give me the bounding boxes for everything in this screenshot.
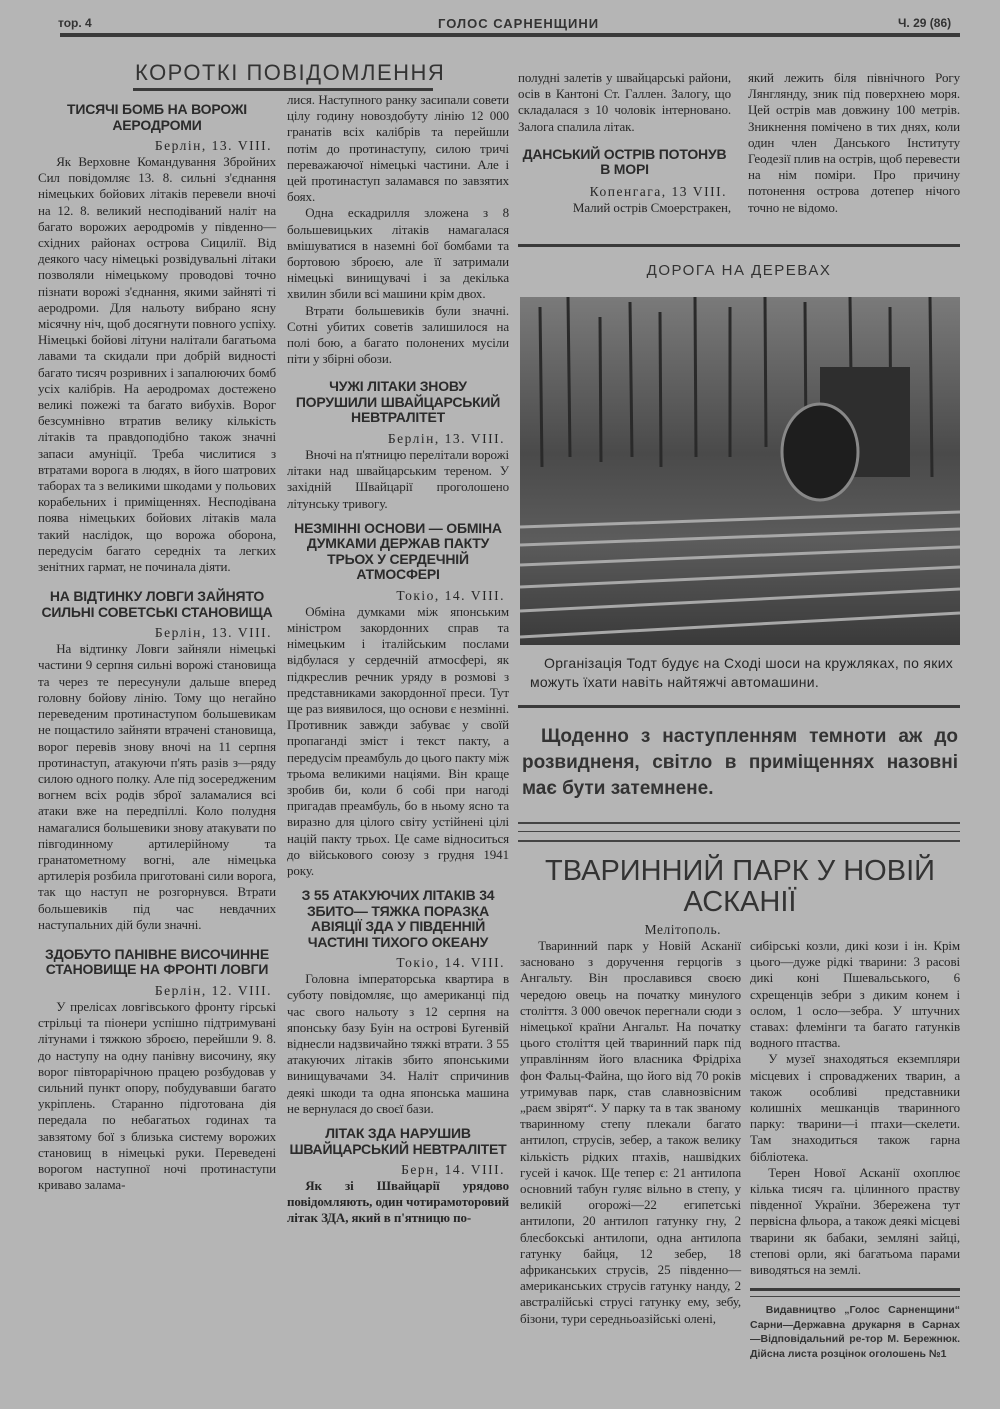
divider: [750, 1296, 960, 1297]
paragraph: Як Верховне Командування Збройних Сил повідомляє 13. 8. сильні з'єднання німецьких бойових літаків перевели вночі на 12. 8. великий несподіваний наліт на багато ворожих аеродромів у південно—східних районах острова Сицилії. Від деякого часу німецькі розвідувальні літаки позволяли німецькому проводові точно пізнати ворожі з'єднання, якими зайняті ті аеродроми. Для нальоту вибрано ясну місячну ніч, щоб досягнути повного успіху. Німецькі бойові літуни налітали багатьома лавами та скидали при добрій видності багато тисяч розривних і запалюючих бомб усіх калібрів. На аеродромах достежено великі пожежі та багато вибухів. Ворог безсумнівно втратив велику кількість літаків та правдоподібно також значні запаси амуніції. Треба числитися з втратами ворога в людях, в його шатрових таборах та з великими шкодами у польових корабельних і приміщеннях. Несподівана поява німецьких бойових літаків мала такий наслідок, що ворожа оборона, передусім багато середніх та легких зенітних гармат, не починала діяти.: [38, 154, 276, 575]
paragraph: Малий острів Смоерстракен,: [572, 199, 731, 215]
article-swiss1: [287, 379, 509, 511]
column-1: [38, 96, 276, 1193]
photo-caption: Організація Тодт будує на Сході шоси на кружляках, по яких можуть їхати навіть найтяжчі автомашини.: [530, 655, 954, 690]
paragraph: Тваринний парк у Новій Асканії засновано з доручення герцогів з Ангальту. Він прославився своєю чередою овець на початку минулого століття. 3 000 овечок перегнали сюди з німецької країни Ангальт. На початку цього століття цей тваринний парк під управлінням його власника Фрідріха фон Фальц-Файна, що його від 70 років утримував парк, став славнозвісним „раєм звірят“. У парку та в так званому тваринному степу плекали багато антилоп, струсів, зебер, а також велику кількість рідких птахів, нашвідких гусей і качок. Ще тепер є: 21 антилопа основний табун гуляє вільно в степу, у великій огорожі—22 египетські антилопи, 20 антилоп гатунку гну, 2 блесбокські антилопи, одна антилопа гатунку байця, 12 зебер, 18 африканських струсів, 25 південно—американських струсів гатунку нанду, 2 австралійські струсі гатунку ему, зебу, бізони, тури середньоазійські олені,: [520, 938, 741, 1326]
dateline: Мелітополь.: [644, 922, 721, 937]
dateline: Берлін, 13. VIII.: [154, 138, 272, 153]
divider: [518, 822, 960, 824]
divider: [518, 840, 960, 842]
photo-road-on-logs: [520, 297, 960, 645]
dateline: Берлін, 13. VIII.: [387, 430, 505, 446]
article-pact: [287, 521, 509, 879]
divider: [518, 831, 960, 832]
header-rule: [60, 33, 960, 37]
article-height: [38, 947, 276, 1193]
column-4-top: [748, 70, 960, 216]
paragraph: лися. Наступного ранку засипали совети цілу годину новоздобуту лінію 12 000 гранатів всіх калібрів та перейшли потім до протинаступу, силою тричі переважаючої німецькі частини. Але і цей протинаступ заламався по завзятих боях.: [287, 92, 509, 205]
article-swiss2: [287, 1126, 509, 1227]
paragraph: Терен Нової Асканії охоплює кілька тисяч га. цілинного праству південної України. Збережена тут первісна фльора, а також деякі місцеві тварини як бабаки, земляні зайці, степові орли, які багатьома парами виводяться на землі.: [750, 1164, 960, 1278]
newspaper-title: ГОЛОС САРНЕНЩИНИ: [438, 16, 600, 31]
column-3-top: [518, 70, 731, 216]
dateline: Токіо, 14. VIII.: [396, 955, 505, 971]
headline: НА ВІДТИНКУ ЛОВГИ ЗАЙНЯТО СИЛЬНІ СОВЕТСЬКІ СТАНОВИЩА: [41, 588, 273, 620]
paragraph: який лежить біля північного Рогу Лянглянду, зник під поверхнею моря. Цей острів мав довжину 100 метрів. Зникнення помічено в тих днях, коли один член Данського Інституту Геодезії плив на острів, щоб перевести на нім поміри. Про причину потонення острова дотепер нічого точно не відомо.: [748, 70, 960, 215]
divider: [750, 1288, 960, 1291]
page-number: тор. 4: [58, 16, 92, 30]
section-title-underline: [133, 88, 433, 91]
issue-number: Ч. 29 (86): [898, 16, 952, 30]
paragraph: Як зі Швайцарії урядово повідомляють, один чотирамоторовий літак ЗДА, який в п'ятницю по-: [287, 1178, 509, 1226]
blackout-notice: Щоденно з наступленням темноти аж до розвидненя, світло в приміщеннях назовні має бути затемнене.: [522, 726, 958, 799]
dateline: Токіо, 14. VIII.: [396, 587, 505, 603]
paragraph: полудні залетів у швайцарські райони, осів в Кантоні Ст. Галлен. Залогу, що складалася з 10 чоловік інтерновано. Залога спалила літак.: [518, 70, 731, 134]
paragraph: Головна імператорська квартира в суботу повідомляє, що американці під час свого нальоту з 12 серпня на японську базу Буін на острові Бугенвій віднесли надзвичайно тяжкі втрати. З 55 атакуючих літаків збито японськими винищувачами 34. Наліт спричинив деякі шкоди та одна японська машина не вернулася до своєї бази.: [287, 971, 509, 1116]
paragraph: Втрати большевиків були значні. Сотні убитих советів залишилося на полі бою, а багато полонених мусіли піти у збірні обози.: [287, 302, 509, 367]
headline: ДАНСЬКИЙ ОСТРІВ ПОТОНУВ В МОРІ: [522, 145, 727, 178]
paragraph: сибірські козли, дикі кози і ін. Крім цього—дуже рідкі тварини: 3 расові дикі коні Пшевальського, 6 схрещенців зебри з диким конем і ослом, 1 осло—зебра. У штучних ставах: флемінги та багато гатунків водного птаства.: [750, 938, 960, 1051]
headline: ЧУЖІ ЛІТАКИ ЗНОВУ ПОРУШИЛИ ШВАЙЦАРСЬКИЙ НЕВТРАЛІТЕТ: [295, 378, 501, 426]
paragraph: Одна ескадрилля зложена з 8 большевицьких літаків намагалася вмішуватися в наземні бої бомбами та бортовою зброєю, але її затримали німецькі винищувачі і за декілька хвилин збили всі машини крім двох.: [287, 205, 509, 302]
article-park-headline: ТВАРИННИЙ ПАРК У НОВІЙ АСКАНІЇ: [545, 855, 935, 918]
dateline: Берлін, 13. VIII.: [154, 625, 272, 641]
dateline: Берлін, 12. VIII.: [154, 982, 272, 998]
column-3-bottom: [520, 922, 741, 1327]
paragraph: У прелісах ловгівського фронту гірські стрільці та піонери успішно підтримувані літунами і тяжкою зброєю, перейшли 9. 8. до наступу на одну панівну височину, яку ворог півторарічною працею розбудовав у сильний пункт опору, побудувавши багато укріплень. Старанно підготована дія передала по небагатьох годинах та завзятому бої з близька систему ворожих становищ в німецькі руки. Переведені ворогом наступної ночі протинаступи криваво залама-: [38, 998, 276, 1193]
divider: [518, 244, 960, 247]
headline: ТИСЯЧІ БОМБ НА ВОРОЖІ АЕРОДРОМИ: [67, 101, 247, 133]
headline: З 55 АТАКУЮЧИХ ЛІТАКІВ 34 ЗБИТО— ТЯЖКА ПОРАЗКА АВІЯЦІЇ ЗДА У ПІВДЕННІЙ ЧАСТИНІ ТИХОГО ОКЕАНУ: [301, 887, 495, 950]
imprint: Видавництво „Голос Сарненщини“ Сарни—Державна друкарня в Сарнах —Відповідальний ре-тор М. Бережнюк. Дійсна листа розцінок оголошень №1: [750, 1304, 960, 1360]
paragraph: Обміна думками між японським міністром закордонних справ та німецьким і італійським послами відбулася у сердечній атмосфері, як підкреслив речник уряду в розмові з представниками закордонної преси. Тут ще раз виявилося, що основи є незмінні. Противник завжди забуває у своїй пропаганді зміст і текст пакту, а передусім преамбуль до цього пакту між трьома великими націями. Він краще зробив би, коли б собі при нагоді пригадав преамбуль, бо в ньому ясно та виразно для цілого світу устійнені цілі націй пакту трьох. Це саме відноситься до військового союзу з грудня 1941 року.: [287, 603, 509, 879]
headline: ЛІТАК ЗДА НАРУШИВ ШВАЙЦАРСЬКИЙ НЕВТРАЛІТЕТ: [289, 1125, 507, 1157]
dateline: Копенгага, 13 VIII.: [589, 183, 727, 199]
dateline: Берн, 14. VIII.: [401, 1162, 505, 1178]
article-lovha: [38, 589, 276, 933]
article-bombs: [38, 102, 276, 575]
headline: ЗДОБУТО ПАНІВНЕ ВИСОЧИННЕ СТАНОВИЩЕ НА ФРОНТІ ЛОВГИ: [45, 945, 269, 978]
paragraph: У музеї знаходяться екземпляри місцевих і спроваджених тварин, а також особливі представники колишніх мешканців тваринного парку: тварини—і птахи—скелети. Там знаходиться також гарна бібліотека.: [750, 1051, 960, 1164]
column-2: [287, 92, 509, 1227]
column-4-bottom: [750, 938, 960, 1361]
paragraph: На відтинку Ловги зайняли німецькі частини 9 серпня сильні ворожі становища та через те пересунули дальше вперед головну бойову лінію. Тому що негайно переведеним протинаступом большевикам не пощастило зайняти втрачені становища, ворог перевів знову вночі на 11 серпня протинаступ, атакуючи п'ять разів з—ряду силою одного полку. Але під зосередженим вогнем всіх родів зброї заламалися всі атаки вже на передпіллі. Коло полудня намагалися большевики знову атакувати по півгодинному артилерійному та гранатометному вогні, але німецька артилерія розбила приготовані сили ворога, так що наступ не розгорнувся. Втрати большевиків під час невдачних наступальних дій були значні.: [38, 641, 276, 932]
photo-title: ДОРОГА НА ДЕРЕВАХ: [646, 262, 832, 279]
section-title: КОРОТКІ ПОВІДОМЛЕННЯ: [135, 60, 446, 85]
article-pacific: [287, 888, 509, 1117]
headline: НЕЗМІННІ ОСНОВИ — ОБМІНА ДУМКАМИ ДЕРЖАВ ПАКТУ ТРЬОХ У СЕРДЕЧНІЙ АТМОСФЕРІ: [294, 519, 502, 583]
paragraph: Вночі на п'ятницю перелітали ворожі літаки над швайцарським тереном. У західній Швайцарії проголошено літунську тривогу.: [287, 446, 509, 511]
divider: [518, 705, 960, 708]
